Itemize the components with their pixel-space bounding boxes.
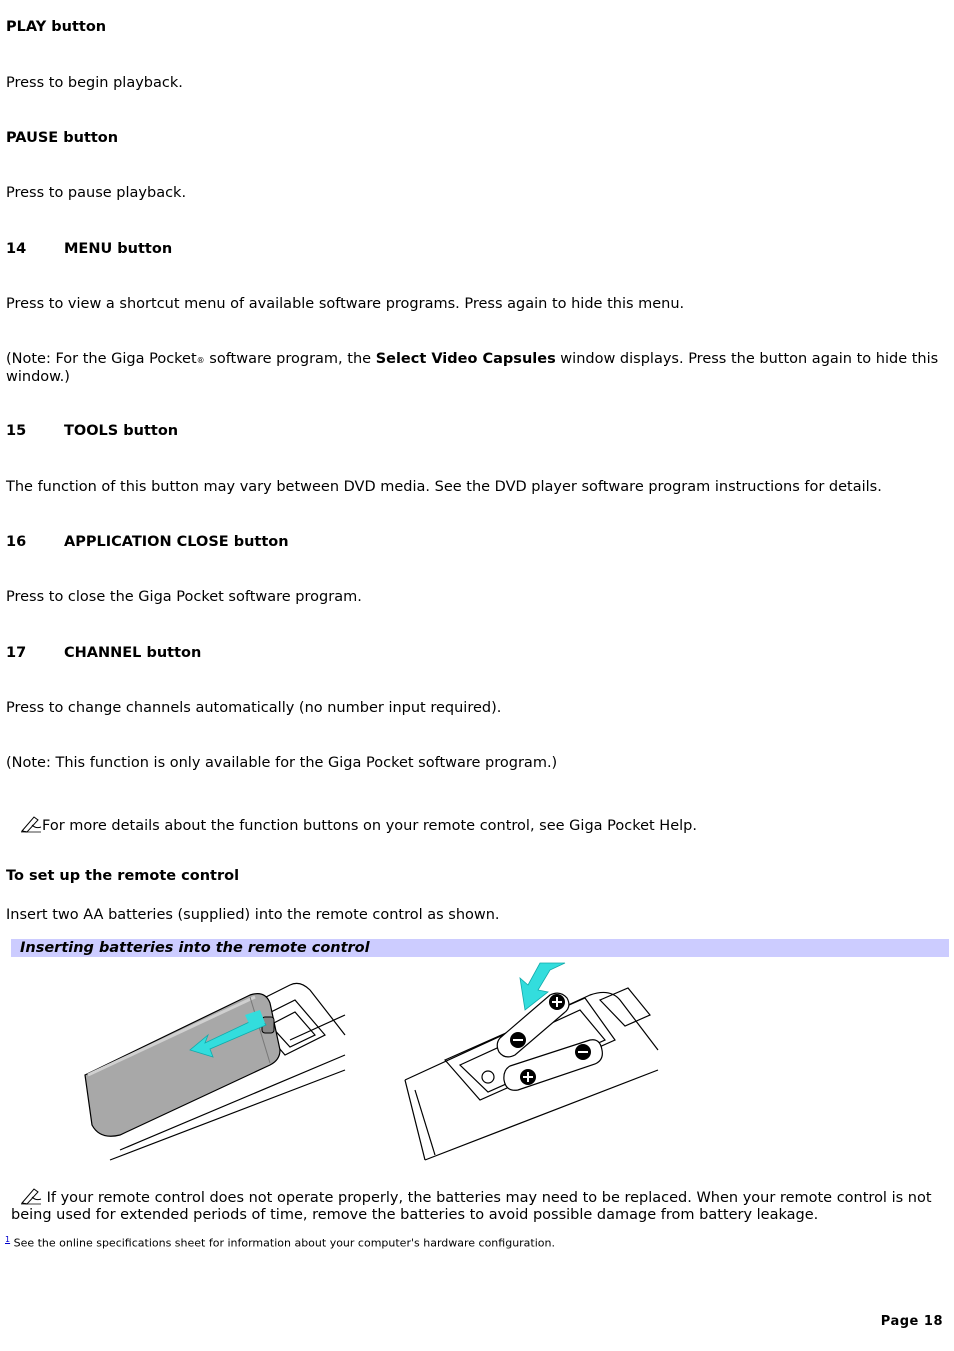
menu-heading [6, 241, 172, 257]
app-close-text: Press to close the Giga Pocket software program. [6, 589, 362, 605]
pause-heading: PAUSE button [6, 130, 119, 146]
pause-text: Press to pause playback. [6, 185, 187, 201]
menu-text: Press to view a shortcut menu of available software programs. Press again to hide this menu. [6, 296, 685, 312]
figure-caption: Inserting batteries into the remote control [20, 940, 370, 956]
tip-more-details [20, 815, 697, 834]
play-text: Press to begin playback. [6, 75, 183, 91]
footnote-text: See the online specifications sheet for information about your computer's hardware configuration. [13, 1236, 555, 1250]
tip-battery-text: If your remote control does not operate properly, the batteries may need to be replaced. When your remote control is not being used for extended periods of time, remove the batteries to avoid possible damage from battery leakage. [11, 1190, 932, 1223]
figure-caption-banner [11, 939, 949, 957]
tools-title: TOOLS button [64, 423, 179, 439]
app-close-number: 16 [6, 534, 27, 550]
menu-note-mid: software program, the [204, 351, 376, 367]
menu-note-suffix: window displays. Press the button again to hide this window.) [6, 351, 939, 385]
channel-title: CHANNEL button [64, 645, 202, 661]
tools-heading [6, 423, 178, 439]
channel-note: (Note: This function is only available for the Giga Pocket software program.) [6, 755, 558, 771]
channel-heading [6, 645, 201, 661]
tools-number: 15 [6, 423, 27, 439]
channel-number: 17 [6, 645, 27, 661]
remote-cover-illustration [80, 975, 350, 1165]
channel-text: Press to change channels automatically (no number input required). [6, 700, 502, 716]
tip-more-details-text: For more details about the function buttons on your remote control, see Giga Pocket Help. [42, 818, 697, 834]
menu-note-prefix: (Note: For the Giga Pocket [6, 351, 197, 367]
setup-heading: To set up the remote control [6, 868, 240, 884]
footnote [5, 1235, 555, 1250]
setup-text: Insert two AA batteries (supplied) into the remote control as shown. [6, 907, 500, 923]
select-video-capsules: Select Video Capsules [375, 351, 556, 367]
menu-number: 14 [6, 241, 27, 257]
tools-text: The function of this button may vary between DVD media. See the DVD player software program instructions for details. [6, 479, 882, 495]
note-pencil-icon [20, 1187, 42, 1205]
registered-mark: ® [196, 356, 205, 365]
remote-batteries-illustration [400, 960, 662, 1165]
footnote-marker[interactable]: 1 [5, 1235, 11, 1244]
page-number: Page 18 [880, 1314, 943, 1329]
play-heading: PLAY button [6, 19, 107, 35]
app-close-heading [6, 534, 289, 550]
menu-title: MENU button [64, 241, 173, 257]
menu-note [6, 351, 946, 386]
tip-battery-replace [11, 1187, 945, 1224]
app-close-title: APPLICATION CLOSE button [64, 534, 289, 550]
note-pencil-icon [20, 815, 42, 833]
